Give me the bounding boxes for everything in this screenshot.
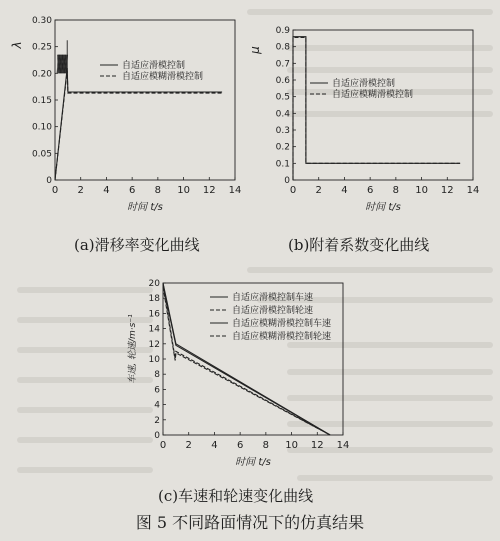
y-tick-label: 12 xyxy=(148,339,160,350)
x-tick-label: 4 xyxy=(103,185,110,196)
chart-b-caption: (b)附着系数变化曲线 xyxy=(288,236,430,254)
x-tick-label: 12 xyxy=(202,185,216,196)
y-axis-label: 车速, 轮速/m·s⁻¹ xyxy=(128,314,138,384)
x-tick-label: 0 xyxy=(159,440,167,451)
series-line xyxy=(55,68,222,180)
x-tick-label: 6 xyxy=(128,185,136,196)
x-tick-label: 8 xyxy=(154,185,162,196)
legend-label: 自适应滑模控制 xyxy=(332,79,396,89)
x-tick-label: 2 xyxy=(315,185,322,196)
series-line xyxy=(293,37,460,180)
figure-caption: 图 5 不同路面情况下的仿真结果 xyxy=(135,513,365,532)
y-tick-label: 0.1 xyxy=(275,159,290,170)
x-tick-label: 4 xyxy=(341,185,348,196)
x-tick-label: 14 xyxy=(228,185,242,196)
x-tick-label: 10 xyxy=(285,440,298,451)
x-tick-label: 4 xyxy=(211,440,218,451)
legend-label: 自适应模糊滑模控制车速 xyxy=(232,319,332,329)
y-tick-label: 0.15 xyxy=(31,96,52,106)
chatter-band xyxy=(57,55,68,74)
legend-label: 自适应滑模控制车速 xyxy=(232,293,314,303)
legend-label: 自适应模糊滑模控制 xyxy=(122,72,204,82)
slip-ratio-chart xyxy=(0,0,250,230)
y-tick-label: 0.05 xyxy=(31,149,52,160)
x-tick-label: 2 xyxy=(77,185,84,196)
x-tick-label: 0 xyxy=(289,185,297,196)
y-axis-label: μ xyxy=(248,46,262,54)
y-tick-label: 14 xyxy=(148,324,160,335)
y-tick-label: 0 xyxy=(284,176,290,186)
vehicle-wheel-speed-chart xyxy=(100,268,400,483)
y-tick-label: 4 xyxy=(154,400,160,411)
y-tick-label: 18 xyxy=(148,294,160,305)
legend-label: 自适应滑模控制 xyxy=(122,61,186,71)
y-tick-label: 0 xyxy=(46,176,52,186)
x-tick-label: 10 xyxy=(415,185,428,196)
x-tick-label: 0 xyxy=(51,185,59,196)
x-tick-label: 12 xyxy=(440,185,454,196)
adhesion-coefficient-chart xyxy=(250,0,500,230)
y-tick-label: 0.20 xyxy=(31,69,52,80)
x-tick-label: 10 xyxy=(177,185,190,196)
y-tick-label: 0.6 xyxy=(275,76,290,86)
y-tick-label: 0.4 xyxy=(275,109,290,120)
x-tick-label: 14 xyxy=(336,440,350,451)
y-tick-label: 0.3 xyxy=(275,126,290,136)
x-tick-label: 8 xyxy=(392,185,400,196)
y-tick-label: 0.10 xyxy=(31,122,52,133)
y-tick-label: 8 xyxy=(154,370,160,381)
x-tick-label: 2 xyxy=(185,440,192,451)
series-line xyxy=(293,38,460,181)
chart-a-caption: (a)滑移率变化曲线 xyxy=(74,236,200,254)
plot-frame xyxy=(293,30,473,180)
y-tick-label: 0.2 xyxy=(275,142,290,153)
y-tick-label: 0.25 xyxy=(31,42,52,53)
y-tick-label: 0 xyxy=(154,431,160,441)
y-tick-label: 20 xyxy=(148,279,160,289)
x-tick-label: 14 xyxy=(466,185,480,196)
series-line xyxy=(55,71,222,180)
y-tick-label: 2 xyxy=(154,415,160,426)
x-tick-label: 6 xyxy=(236,440,244,451)
y-tick-label: 0.5 xyxy=(275,92,290,103)
plot-frame xyxy=(55,20,235,180)
x-tick-label: 6 xyxy=(366,185,374,196)
chart-c-caption: (c)车速和轮速变化曲线 xyxy=(158,487,314,505)
y-tick-label: 0.8 xyxy=(275,42,290,53)
y-tick-label: 10 xyxy=(148,355,160,365)
x-axis-label: 时间 t/s xyxy=(127,202,163,213)
legend-label: 自适应滑模控制轮速 xyxy=(232,306,314,316)
legend-label: 自适应模糊滑模控制 xyxy=(332,90,414,100)
x-tick-label: 12 xyxy=(310,440,324,451)
y-tick-label: 16 xyxy=(148,309,160,320)
x-tick-label: 8 xyxy=(262,440,270,451)
y-tick-label: 0.30 xyxy=(31,16,52,26)
y-tick-label: 6 xyxy=(154,385,160,396)
legend-label: 自适应模糊滑模控制轮速 xyxy=(232,332,332,342)
y-tick-label: 0.9 xyxy=(275,26,290,36)
x-axis-label: 时间 t/s xyxy=(365,202,401,213)
y-tick-label: 0.7 xyxy=(275,59,290,70)
x-axis-label: 时间 t/s xyxy=(235,457,271,468)
y-axis-label: λ xyxy=(10,41,24,49)
